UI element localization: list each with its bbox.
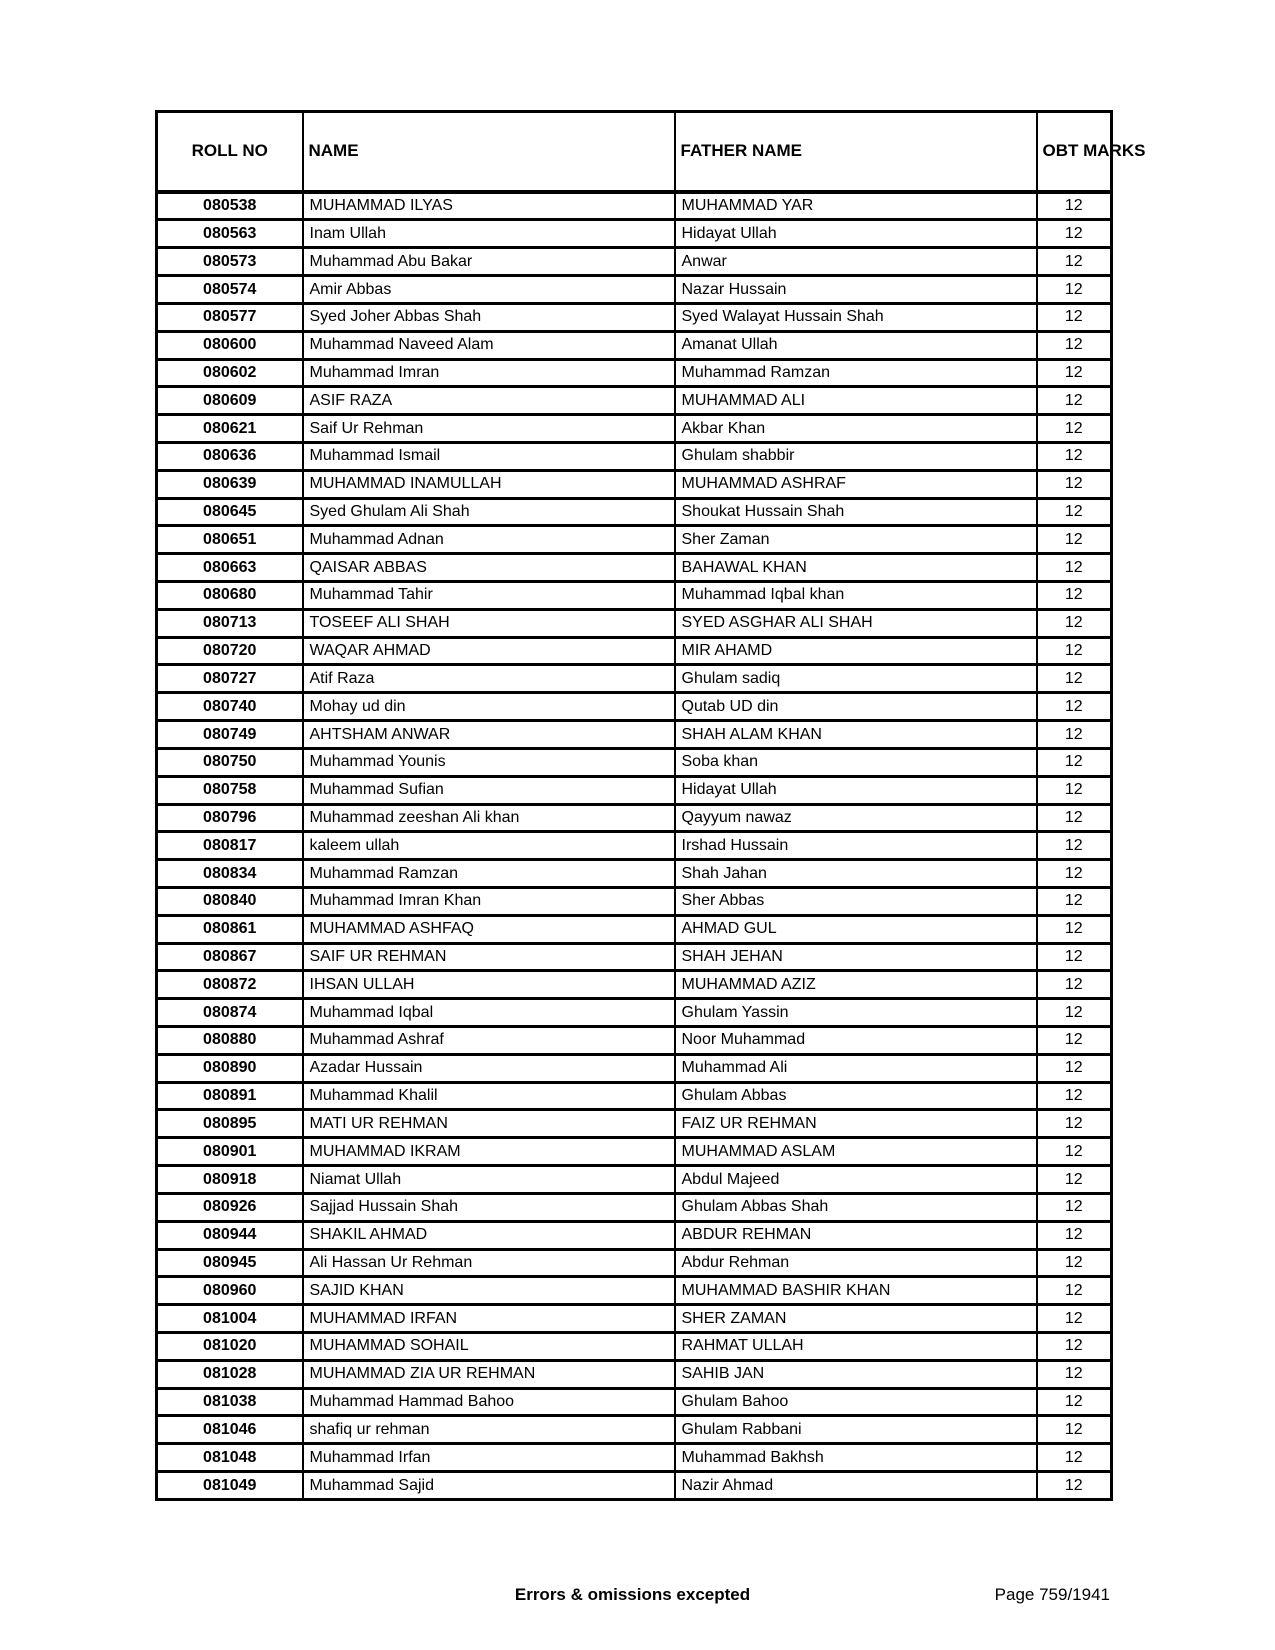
father-name-cell: Qutab UD din: [675, 693, 1037, 721]
father-name-cell: Muhammad Bakhsh: [675, 1444, 1037, 1472]
column-header-name: NAME: [303, 112, 675, 192]
name-cell: Niamat Ullah: [303, 1166, 675, 1194]
obt-marks-cell: 12: [1037, 915, 1112, 943]
roll-no-cell: 080609: [157, 387, 303, 415]
roll-no-cell: 080563: [157, 220, 303, 248]
father-name-cell: Abdur Rehman: [675, 1249, 1037, 1277]
obt-marks-cell: 12: [1037, 276, 1112, 304]
name-cell: Muhammad zeeshan Ali khan: [303, 804, 675, 832]
name-cell: Azadar Hussain: [303, 1054, 675, 1082]
obt-marks-cell: 12: [1037, 887, 1112, 915]
father-name-cell: FAIZ UR REHMAN: [675, 1110, 1037, 1138]
father-name-cell: Shoukat Hussain Shah: [675, 498, 1037, 526]
name-cell: shafiq ur rehman: [303, 1416, 675, 1444]
roll-no-cell: 080740: [157, 693, 303, 721]
name-cell: Syed Ghulam Ali Shah: [303, 498, 675, 526]
obt-marks-cell: 12: [1037, 943, 1112, 971]
father-name-cell: Irshad Hussain: [675, 832, 1037, 860]
column-header-father-name: FATHER NAME: [675, 112, 1037, 192]
name-cell: MUHAMMAD ZIA UR REHMAN: [303, 1360, 675, 1388]
results-table: [155, 110, 1146, 1501]
name-cell: Muhammad Tahir: [303, 582, 675, 610]
father-name-cell: Ghulam shabbir: [675, 442, 1037, 470]
roll-no-cell: 080602: [157, 359, 303, 387]
father-name-cell: MUHAMMAD YAR: [675, 192, 1037, 220]
father-name-cell: MUHAMMAD ASHRAF: [675, 470, 1037, 498]
name-cell: Muhammad Ismail: [303, 442, 675, 470]
name-cell: Muhammad Adnan: [303, 526, 675, 554]
father-name-cell: Soba khan: [675, 748, 1037, 776]
roll-no-cell: 080840: [157, 887, 303, 915]
table-row: [157, 1360, 1112, 1388]
obt-marks-cell: 12: [1037, 387, 1112, 415]
obt-marks-cell: 12: [1037, 1332, 1112, 1360]
obt-marks-cell: 12: [1037, 804, 1112, 832]
father-name-cell: Nazar Hussain: [675, 276, 1037, 304]
table-row: [157, 887, 1112, 915]
obt-marks-cell: 12: [1037, 1360, 1112, 1388]
table-row: [157, 943, 1112, 971]
table-row: [157, 860, 1112, 888]
name-cell: Muhammad Khalil: [303, 1082, 675, 1110]
name-cell: Muhammad Imran: [303, 359, 675, 387]
table-row: [157, 387, 1112, 415]
obt-marks-cell: 12: [1037, 693, 1112, 721]
obt-marks-cell: 12: [1037, 637, 1112, 665]
name-cell: MUHAMMAD ILYAS: [303, 192, 675, 220]
father-name-cell: Amanat Ullah: [675, 331, 1037, 359]
name-cell: IHSAN ULLAH: [303, 971, 675, 999]
obt-marks-cell: 12: [1037, 609, 1112, 637]
obt-marks-cell: 12: [1037, 526, 1112, 554]
name-cell: Muhammad Imran Khan: [303, 887, 675, 915]
table-row: [157, 526, 1112, 554]
roll-no-cell: 081038: [157, 1388, 303, 1416]
father-name-cell: Muhammad Iqbal khan: [675, 582, 1037, 610]
roll-no-cell: 080636: [157, 442, 303, 470]
father-name-cell: Anwar: [675, 248, 1037, 276]
father-name-cell: MUHAMMAD ASLAM: [675, 1138, 1037, 1166]
table-row: [157, 1332, 1112, 1360]
table-row: [157, 303, 1112, 331]
table-row: [157, 331, 1112, 359]
obt-marks-cell: 12: [1037, 1277, 1112, 1305]
table-header: [157, 112, 1146, 192]
table-row: [157, 554, 1112, 582]
father-name-cell: AHMAD GUL: [675, 915, 1037, 943]
obt-marks-cell: 12: [1037, 1166, 1112, 1194]
roll-no-cell: 080573: [157, 248, 303, 276]
page-footer: [155, 1585, 1110, 1609]
father-name-cell: SHAH JEHAN: [675, 943, 1037, 971]
roll-no-cell: 080758: [157, 776, 303, 804]
table-row: [157, 220, 1112, 248]
name-cell: Sajjad Hussain Shah: [303, 1193, 675, 1221]
table-row: [157, 915, 1112, 943]
father-name-cell: Syed Walayat Hussain Shah: [675, 303, 1037, 331]
father-name-cell: Hidayat Ullah: [675, 220, 1037, 248]
roll-no-cell: 080749: [157, 721, 303, 749]
obt-marks-cell: 12: [1037, 554, 1112, 582]
roll-no-cell: 080680: [157, 582, 303, 610]
table-row: [157, 748, 1112, 776]
roll-no-cell: 080663: [157, 554, 303, 582]
roll-no-cell: 081048: [157, 1444, 303, 1472]
obt-marks-cell: 12: [1037, 331, 1112, 359]
name-cell: Muhammad Sufian: [303, 776, 675, 804]
father-name-cell: MUHAMMAD AZIZ: [675, 971, 1037, 999]
table-row: [157, 776, 1112, 804]
father-name-cell: Sher Abbas: [675, 887, 1037, 915]
roll-no-cell: 080639: [157, 470, 303, 498]
name-cell: Saif Ur Rehman: [303, 415, 675, 443]
column-header-obt-marks: OBT MARKS: [1037, 112, 1112, 192]
name-cell: Atif Raza: [303, 665, 675, 693]
name-cell: MATI UR REHMAN: [303, 1110, 675, 1138]
father-name-cell: MUHAMMAD BASHIR KHAN: [675, 1277, 1037, 1305]
table-row: [157, 971, 1112, 999]
father-name-cell: ABDUR REHMAN: [675, 1221, 1037, 1249]
table-row: [157, 1221, 1112, 1249]
table-row: [157, 1249, 1112, 1277]
father-name-cell: Qayyum nawaz: [675, 804, 1037, 832]
name-cell: Muhammad Naveed Alam: [303, 331, 675, 359]
table-row: [157, 721, 1112, 749]
name-cell: SHAKIL AHMAD: [303, 1221, 675, 1249]
father-name-cell: SAHIB JAN: [675, 1360, 1037, 1388]
table-row: [157, 1388, 1112, 1416]
roll-no-cell: 080817: [157, 832, 303, 860]
table-row: [157, 276, 1112, 304]
father-name-cell: Ghulam Abbas: [675, 1082, 1037, 1110]
obt-marks-cell: 12: [1037, 999, 1112, 1027]
father-name-cell: Akbar Khan: [675, 415, 1037, 443]
obt-marks-cell: 12: [1037, 1416, 1112, 1444]
table-row: [157, 442, 1112, 470]
name-cell: WAQAR AHMAD: [303, 637, 675, 665]
name-cell: MUHAMMAD INAMULLAH: [303, 470, 675, 498]
roll-no-cell: 080890: [157, 1054, 303, 1082]
roll-no-cell: 081028: [157, 1360, 303, 1388]
roll-no-cell: 080901: [157, 1138, 303, 1166]
name-cell: Inam Ullah: [303, 220, 675, 248]
name-cell: MUHAMMAD IRFAN: [303, 1305, 675, 1333]
roll-no-cell: 080713: [157, 609, 303, 637]
name-cell: MUHAMMAD SOHAIL: [303, 1332, 675, 1360]
roll-no-cell: 080891: [157, 1082, 303, 1110]
table-row: [157, 1110, 1112, 1138]
roll-no-cell: 080651: [157, 526, 303, 554]
obt-marks-cell: 12: [1037, 582, 1112, 610]
table-row: [157, 1305, 1112, 1333]
name-cell: Ali Hassan Ur Rehman: [303, 1249, 675, 1277]
father-name-cell: Ghulam sadiq: [675, 665, 1037, 693]
table-row: [157, 1472, 1112, 1500]
obt-marks-cell: 12: [1037, 470, 1112, 498]
name-cell: ASIF RAZA: [303, 387, 675, 415]
table-row: [157, 609, 1112, 637]
table-row: [157, 637, 1112, 665]
obt-marks-cell: 12: [1037, 832, 1112, 860]
name-cell: Muhammad Hammad Bahoo: [303, 1388, 675, 1416]
roll-no-cell: 081046: [157, 1416, 303, 1444]
father-name-cell: Noor Muhammad: [675, 1027, 1037, 1055]
obt-marks-cell: 12: [1037, 442, 1112, 470]
footer-page-number: Page 759/1941: [994, 1585, 1110, 1604]
roll-no-cell: 081020: [157, 1332, 303, 1360]
obt-marks-cell: 12: [1037, 248, 1112, 276]
name-cell: SAJID KHAN: [303, 1277, 675, 1305]
table-row: [157, 1416, 1112, 1444]
name-cell: SAIF UR REHMAN: [303, 943, 675, 971]
obt-marks-cell: 12: [1037, 303, 1112, 331]
table-row: [157, 248, 1112, 276]
roll-no-cell: 080600: [157, 331, 303, 359]
obt-marks-cell: 12: [1037, 665, 1112, 693]
obt-marks-cell: 12: [1037, 1110, 1112, 1138]
roll-no-cell: 080796: [157, 804, 303, 832]
roll-no-cell: 080577: [157, 303, 303, 331]
father-name-cell: Sher Zaman: [675, 526, 1037, 554]
roll-no-cell: 080861: [157, 915, 303, 943]
father-name-cell: MIR AHAMD: [675, 637, 1037, 665]
father-name-cell: Ghulam Bahoo: [675, 1388, 1037, 1416]
obt-marks-cell: 12: [1037, 1305, 1112, 1333]
roll-no-cell: 080621: [157, 415, 303, 443]
roll-no-cell: 080750: [157, 748, 303, 776]
roll-no-cell: 080874: [157, 999, 303, 1027]
name-cell: Muhammad Iqbal: [303, 999, 675, 1027]
obt-marks-cell: 12: [1037, 192, 1112, 220]
name-cell: Muhammad Sajid: [303, 1472, 675, 1500]
table-body: [157, 192, 1112, 1500]
obt-marks-cell: 12: [1037, 1221, 1112, 1249]
father-name-cell: BAHAWAL KHAN: [675, 554, 1037, 582]
table-row: [157, 582, 1112, 610]
obt-marks-cell: 12: [1037, 1027, 1112, 1055]
obt-marks-cell: 12: [1037, 1444, 1112, 1472]
father-name-cell: Ghulam Yassin: [675, 999, 1037, 1027]
obt-marks-cell: 12: [1037, 220, 1112, 248]
obt-marks-cell: 12: [1037, 1054, 1112, 1082]
table-row: [157, 693, 1112, 721]
name-cell: AHTSHAM ANWAR: [303, 721, 675, 749]
table-row: [157, 1138, 1112, 1166]
father-name-cell: SHER ZAMAN: [675, 1305, 1037, 1333]
father-name-cell: Shah Jahan: [675, 860, 1037, 888]
table-row: [157, 832, 1112, 860]
header-row: [157, 112, 1112, 192]
roll-no-cell: 080944: [157, 1221, 303, 1249]
table-row: [157, 1082, 1112, 1110]
table-row: [157, 665, 1112, 693]
roll-no-cell: 080895: [157, 1110, 303, 1138]
table-row: [157, 1444, 1112, 1472]
name-cell: Muhammad Ashraf: [303, 1027, 675, 1055]
roll-no-cell: 081049: [157, 1472, 303, 1500]
obt-marks-cell: 12: [1037, 1249, 1112, 1277]
father-name-cell: Ghulam Rabbani: [675, 1416, 1037, 1444]
name-cell: Muhammad Younis: [303, 748, 675, 776]
name-cell: Muhammad Irfan: [303, 1444, 675, 1472]
father-name-cell: RAHMAT ULLAH: [675, 1332, 1037, 1360]
obt-marks-cell: 12: [1037, 1138, 1112, 1166]
table-row: [157, 470, 1112, 498]
table-row: [157, 192, 1112, 220]
name-cell: Muhammad Ramzan: [303, 860, 675, 888]
roll-no-cell: 080945: [157, 1249, 303, 1277]
father-name-cell: SYED ASGHAR ALI SHAH: [675, 609, 1037, 637]
obt-marks-cell: 12: [1037, 415, 1112, 443]
obt-marks-cell: 12: [1037, 776, 1112, 804]
roll-no-cell: 080538: [157, 192, 303, 220]
roll-no-cell: 080926: [157, 1193, 303, 1221]
obt-marks-cell: 12: [1037, 721, 1112, 749]
father-name-cell: Ghulam Abbas Shah: [675, 1193, 1037, 1221]
father-name-cell: MUHAMMAD ALI: [675, 387, 1037, 415]
column-header-roll-no: ROLL NO: [157, 112, 303, 192]
name-cell: Syed Joher Abbas Shah: [303, 303, 675, 331]
obt-marks-cell: 12: [1037, 860, 1112, 888]
table-row: [157, 415, 1112, 443]
table-row: [157, 804, 1112, 832]
table-row: [157, 1277, 1112, 1305]
name-cell: Mohay ud din: [303, 693, 675, 721]
roll-no-cell: 080872: [157, 971, 303, 999]
father-name-cell: Hidayat Ullah: [675, 776, 1037, 804]
obt-marks-cell: 12: [1037, 1388, 1112, 1416]
father-name-cell: Muhammad Ali: [675, 1054, 1037, 1082]
name-cell: Amir Abbas: [303, 276, 675, 304]
roll-no-cell: 080918: [157, 1166, 303, 1194]
obt-marks-cell: 12: [1037, 498, 1112, 526]
table-row: [157, 498, 1112, 526]
name-cell: Muhammad Abu Bakar: [303, 248, 675, 276]
table-row: [157, 359, 1112, 387]
name-cell: MUHAMMAD IKRAM: [303, 1138, 675, 1166]
footer-note: Errors & omissions excepted: [514, 1585, 751, 1604]
name-cell: kaleem ullah: [303, 832, 675, 860]
father-name-cell: Muhammad Ramzan: [675, 359, 1037, 387]
roll-no-cell: 080720: [157, 637, 303, 665]
roll-no-cell: 080727: [157, 665, 303, 693]
father-name-cell: SHAH ALAM KHAN: [675, 721, 1037, 749]
name-cell: QAISAR ABBAS: [303, 554, 675, 582]
table-row: [157, 1166, 1112, 1194]
roll-no-cell: 080867: [157, 943, 303, 971]
roll-no-cell: 080960: [157, 1277, 303, 1305]
obt-marks-cell: 12: [1037, 1472, 1112, 1500]
father-name-cell: Abdul Majeed: [675, 1166, 1037, 1194]
roll-no-cell: 081004: [157, 1305, 303, 1333]
name-cell: MUHAMMAD ASHFAQ: [303, 915, 675, 943]
father-name-cell: Nazir Ahmad: [675, 1472, 1037, 1500]
obt-marks-cell: 12: [1037, 1082, 1112, 1110]
obt-marks-cell: 12: [1037, 971, 1112, 999]
obt-marks-cell: 12: [1037, 748, 1112, 776]
obt-marks-cell: 12: [1037, 1193, 1112, 1221]
roll-no-cell: 080834: [157, 860, 303, 888]
table-row: [157, 1193, 1112, 1221]
roll-no-cell: 080645: [157, 498, 303, 526]
obt-marks-cell: 12: [1037, 359, 1112, 387]
roll-no-cell: 080880: [157, 1027, 303, 1055]
table-row: [157, 1027, 1112, 1055]
table-row: [157, 1054, 1112, 1082]
roll-no-cell: 080574: [157, 276, 303, 304]
name-cell: TOSEEF ALI SHAH: [303, 609, 675, 637]
table-row: [157, 999, 1112, 1027]
